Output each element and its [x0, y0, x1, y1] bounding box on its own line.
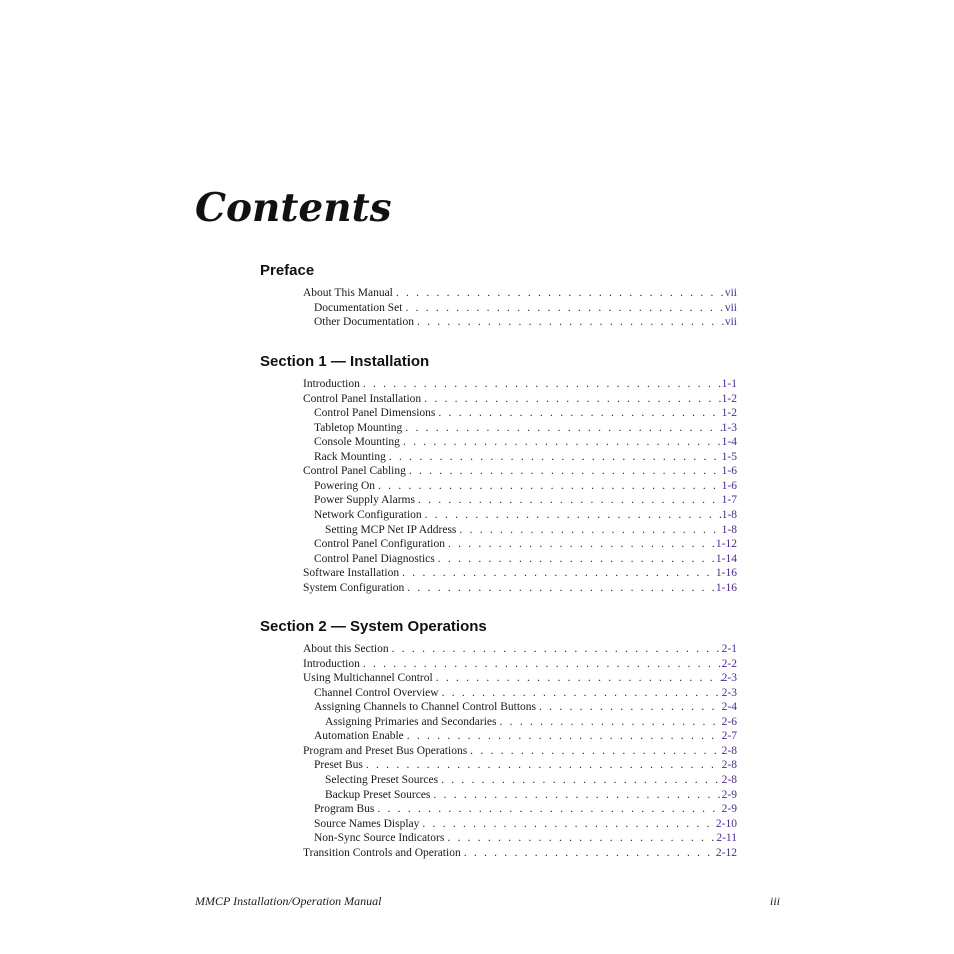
toc-entry-page-link[interactable]: 2-12 [715, 846, 737, 859]
toc-entry-label: System Configuration [303, 581, 405, 594]
toc-dot-leader [393, 286, 725, 300]
toc-dot-leader [360, 657, 722, 671]
toc-entry-page-link[interactable]: vii [724, 316, 737, 329]
toc-entry[interactable] [314, 435, 737, 449]
toc-entry[interactable] [314, 831, 737, 845]
toc-entry[interactable] [314, 508, 737, 522]
toc-entry[interactable] [303, 581, 737, 595]
toc-dot-leader [435, 406, 721, 420]
toc-dot-leader [439, 686, 722, 700]
toc-entry[interactable] [314, 552, 737, 566]
toc-entry[interactable] [325, 788, 737, 802]
toc-entry-page-link[interactable]: 1-14 [715, 552, 737, 565]
toc-dot-leader [438, 773, 722, 787]
toc-dot-leader [404, 729, 722, 743]
toc-dot-leader [363, 758, 722, 772]
toc-dot-leader [414, 315, 725, 329]
toc-entry-page-link[interactable]: 2-3 [721, 672, 737, 685]
toc-entry[interactable] [303, 744, 737, 758]
toc-entry-page-link[interactable]: 1-16 [715, 581, 737, 594]
toc-entry-page-link[interactable]: 1-8 [721, 508, 737, 521]
toc-dot-leader [400, 435, 722, 449]
toc-dot-leader [402, 421, 721, 435]
toc-entry[interactable] [314, 537, 737, 551]
toc-entry-label: Using Multichannel Control [303, 672, 433, 685]
toc-entry[interactable] [303, 464, 737, 478]
toc-entry-page-link[interactable]: 1-12 [715, 538, 737, 551]
toc-entry-page-link[interactable]: 2-9 [721, 803, 737, 816]
toc-entry[interactable] [303, 846, 737, 860]
toc-entry-page-link[interactable]: 2-1 [721, 643, 737, 655]
toc-dot-leader [433, 671, 722, 685]
toc-entry[interactable] [325, 715, 737, 729]
toc-dot-leader [467, 744, 721, 758]
toc-entry-label: Control Panel Installation [303, 392, 422, 405]
toc-entry[interactable] [303, 657, 737, 671]
toc-entry-page-link[interactable]: 2-8 [721, 773, 737, 786]
toc-entry-label: Powering On [314, 479, 376, 492]
toc-entry-label: Rack Mounting [314, 450, 386, 463]
toc-entry-label: Automation Enable [314, 730, 404, 743]
toc-entry-page-link[interactable]: vii [724, 287, 737, 299]
toc-entry[interactable] [314, 700, 737, 714]
toc-entry[interactable] [314, 802, 737, 816]
preface-heading: Preface [260, 262, 315, 279]
toc-entry-page-link[interactable]: 2-8 [721, 759, 737, 772]
toc-entry[interactable] [325, 773, 737, 787]
toc-entry[interactable] [303, 642, 737, 656]
toc-entry-page-link[interactable]: 2-3 [721, 686, 737, 699]
toc-entry-page-link[interactable]: 1-2 [721, 392, 737, 405]
toc-entry-page-link[interactable]: 1-4 [721, 436, 737, 449]
toc-entry-page-link[interactable]: vii [724, 301, 737, 314]
toc-dot-leader [430, 788, 721, 802]
toc-entry[interactable] [314, 493, 737, 507]
toc-entry-page-link[interactable]: 1-3 [721, 421, 737, 434]
toc-entry-label: Control Panel Diagnostics [314, 552, 435, 565]
footer-manual-title: MMCP Installation/Operation Manual [195, 894, 382, 908]
toc-entry-page-link[interactable]: 1-5 [721, 450, 737, 463]
section2-heading: Section 2 — System Operations [260, 618, 487, 635]
toc-dot-leader [422, 508, 722, 522]
toc-entry-label: Power Supply Alarms [314, 494, 415, 507]
toc-entry[interactable] [314, 479, 737, 493]
toc-entry[interactable] [325, 523, 737, 537]
toc-entry-page-link[interactable]: 1-1 [721, 378, 737, 390]
toc-entry-label: Non-Sync Source Indicators [314, 832, 445, 845]
toc-entry-label: Source Names Display [314, 817, 420, 830]
toc-entry[interactable] [303, 392, 737, 406]
toc-dot-leader [389, 642, 722, 656]
toc-dot-leader [445, 537, 716, 551]
toc-entry[interactable] [314, 758, 737, 772]
toc-entry-label: Console Mounting [314, 436, 400, 449]
toc-entry-label: Control Panel Configuration [314, 538, 445, 551]
toc-entry-label: Software Installation [303, 567, 400, 580]
toc-entry-page-link[interactable]: 2-7 [721, 730, 737, 743]
toc-dot-leader [419, 817, 716, 831]
toc-entry[interactable] [303, 671, 737, 685]
toc-entry-label: Preset Bus [314, 759, 363, 772]
toc-entry-page-link[interactable]: 2-9 [721, 788, 737, 801]
toc-dot-leader [404, 581, 716, 595]
toc-entry-label: Introduction [303, 378, 360, 390]
toc-entry-label: Transition Controls and Operation [303, 846, 461, 859]
toc-dot-leader [536, 700, 722, 714]
toc-entry[interactable] [314, 315, 737, 329]
toc-entry-page-link[interactable]: 2-2 [721, 657, 737, 670]
toc-entry-label: Setting MCP Net IP Address [325, 523, 457, 536]
toc-entry[interactable] [314, 729, 737, 743]
toc-entry[interactable] [314, 450, 737, 464]
footer-page-number: iii [770, 894, 781, 908]
toc-entry-label: Backup Preset Sources [325, 788, 431, 801]
toc-dot-leader [374, 802, 721, 816]
toc-dot-leader [360, 377, 722, 391]
toc-entry-page-link[interactable]: 2-8 [721, 744, 737, 757]
toc-dot-leader [497, 715, 722, 729]
toc-entry-page-link[interactable]: 2-4 [721, 701, 737, 714]
toc-dot-leader [406, 464, 722, 478]
toc-entry-label: Control Panel Cabling [303, 465, 406, 478]
page-title: Contents [195, 185, 392, 231]
toc-dot-leader [415, 493, 722, 507]
toc-dot-leader [421, 392, 721, 406]
toc-entry[interactable] [303, 286, 737, 300]
toc-entry-label: Channel Control Overview [314, 686, 439, 699]
toc-entry-page-link[interactable]: 1-7 [721, 494, 737, 507]
toc-entry-page-link[interactable]: 2-10 [715, 817, 737, 830]
toc-entry-label: Tabletop Mounting [314, 421, 403, 434]
toc-dot-leader [375, 479, 722, 493]
toc-entry-label: Control Panel Dimensions [314, 407, 436, 420]
toc-dot-leader [461, 846, 716, 860]
toc-entry-page-link[interactable]: 2-11 [716, 832, 737, 845]
toc-entry-label: Program and Preset Bus Operations [303, 744, 468, 757]
toc-dot-leader [386, 450, 722, 464]
toc-entry-label: About this Section [303, 643, 389, 655]
toc-dot-leader [402, 301, 724, 315]
toc-entry[interactable] [314, 686, 737, 700]
toc-entry-label: Program Bus [314, 803, 375, 816]
toc-dot-leader [399, 566, 716, 580]
section1-heading: Section 1 — Installation [260, 353, 430, 370]
toc-entry-label: Introduction [303, 657, 360, 670]
toc-entry-page-link[interactable]: 1-16 [715, 567, 737, 580]
toc-entry-label: Other Documentation [314, 316, 414, 329]
toc-entry[interactable] [314, 817, 737, 831]
toc-entry-page-link[interactable]: 1-8 [721, 523, 737, 536]
toc-entry-label: Selecting Preset Sources [325, 773, 439, 786]
toc-dot-leader [435, 552, 716, 566]
toc-entry-label: Assigning Primaries and Secondaries [325, 715, 497, 728]
toc-entry-page-link[interactable]: 1-6 [721, 465, 737, 478]
toc-entry-label: About This Manual [303, 287, 393, 299]
toc-entry[interactable] [314, 421, 737, 435]
toc-entry[interactable] [314, 301, 737, 315]
toc-entry[interactable] [303, 566, 737, 580]
toc-entry[interactable] [303, 377, 737, 391]
toc-entry[interactable] [314, 406, 737, 420]
toc-entry-label: Assigning Channels to Channel Control Buttons [314, 701, 537, 714]
toc-dot-leader [456, 523, 721, 537]
toc-dot-leader [444, 831, 716, 845]
toc-entry-page-link[interactable]: 1-6 [721, 479, 737, 492]
toc-entry-page-link[interactable]: 2-6 [721, 715, 737, 728]
toc-entry-label: Documentation Set [314, 301, 403, 314]
toc-entry-page-link[interactable]: 1-2 [721, 407, 737, 420]
toc-entry-label: Network Configuration [314, 508, 422, 521]
